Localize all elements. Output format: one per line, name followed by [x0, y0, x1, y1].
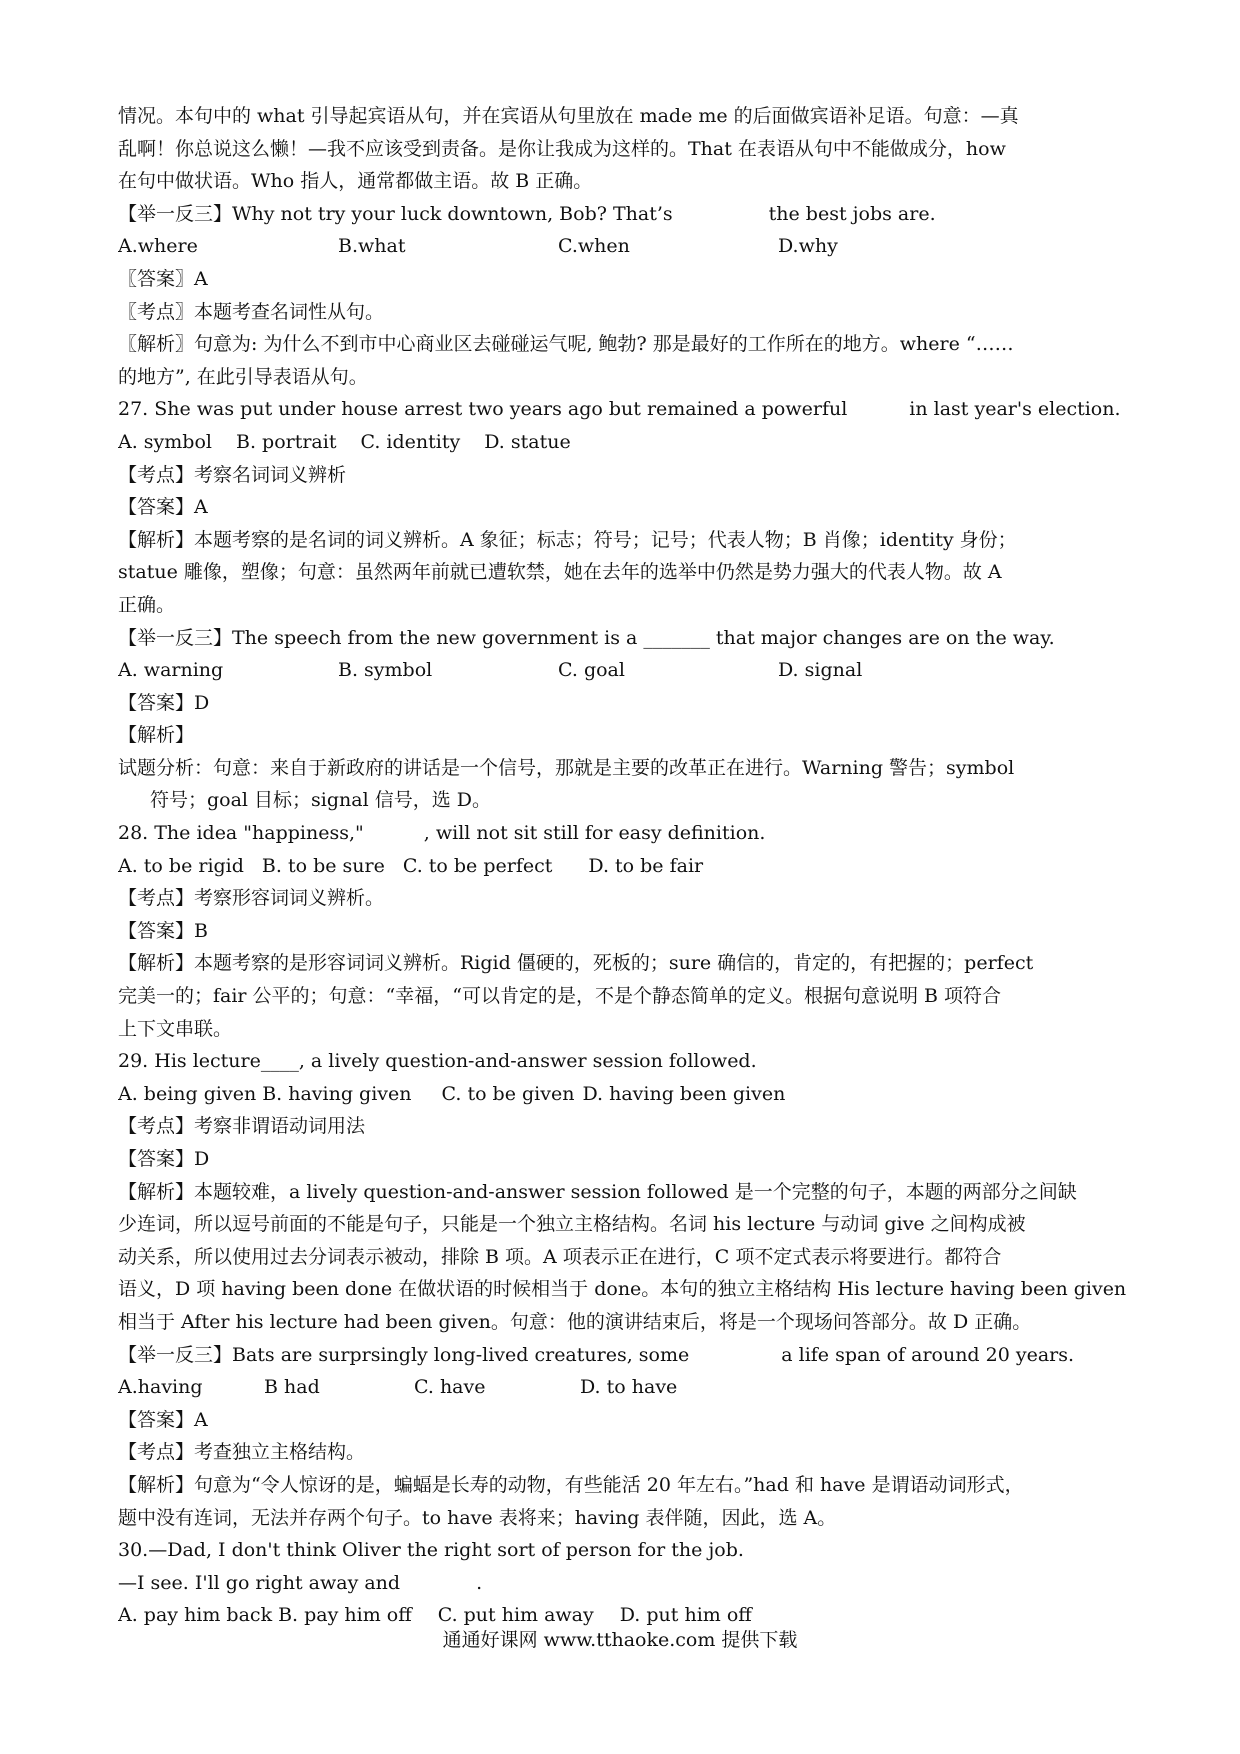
analysis-line: 完美一的；fair 公平的；句意：“幸福，“可以肯定的是，不是个静态简单的定义。根据句意说明 B 项符合: [118, 985, 1002, 1008]
text-line: 情况。本句中的 what 引导起宾语从句，并在宾语从句里放在 made me 的后面做宾语补足语。句意：—真: [118, 105, 1019, 127]
analysis-line: statue 雕像，塑像；句意：虽然两年前就已遭软禁，她在去年的选举中仍然是势力强大的代表人物。故 A: [118, 561, 1002, 584]
option-list: [118, 230, 1126, 263]
analysis-line: 正确。: [118, 593, 176, 616]
stem-part: , will not sit still for easy definition.: [423, 822, 766, 845]
analysis-line: 【解析】本题考察的是名词的词义辨析。A 象征；标志；符号；记号；代表人物；B 肖像；identity 身份；: [118, 528, 1017, 551]
option-list: [118, 426, 1126, 459]
point-line: 【考点】考查独立主格结构。: [118, 1441, 366, 1464]
stem-part: 【举一反三】Bats are surprsingly long-lived creatures, some: [118, 1343, 690, 1366]
analysis-line: 【解析】句意为“令人惊讶的是，蝙蝠是长寿的动物，有些能活 20 年左右。”had 和 have 是谓语动词形式，: [118, 1473, 1024, 1496]
point-line: 【考点】考察非谓语动词用法: [118, 1115, 366, 1138]
option-a: A.where: [118, 235, 198, 258]
question-stem: [118, 393, 1126, 426]
option-a: A. symbol: [118, 430, 212, 453]
analysis-line: 的地方”, 在此引导表语从句。: [118, 365, 368, 388]
option-list: [118, 1078, 1126, 1111]
option-a: A. pay him back: [118, 1604, 273, 1627]
option-b: B. pay him off: [278, 1604, 412, 1627]
option-d: D.why: [778, 235, 838, 258]
analysis-line: 试题分析：句意：来自于新政府的讲话是一个信号，那就是主要的改革正在进行。Warning 警告；symbol: [118, 756, 1015, 779]
option-d: D. to be fair: [588, 854, 704, 877]
answer-line: 〖答案〗A: [118, 267, 208, 290]
analysis-line: 少连词，所以逗号前面的不能是句子，只能是一个独立主格结构。名词 his lecture 与动词 give 之间构成被: [118, 1213, 1026, 1236]
option-c: C. put him away: [437, 1604, 594, 1627]
analysis-line: 上下文串联。: [118, 1017, 233, 1040]
analysis-line: 〖解析〗句意为: 为什么不到市中心商业区去碰碰运气呢, 鲍勃? 那是最好的工作所在的地方。where “……: [118, 333, 1014, 356]
option-c: C. to be given: [441, 1082, 575, 1105]
option-b: B had: [264, 1376, 320, 1399]
question-stem: [118, 817, 1126, 850]
analysis-line: 相当于 After his lecture had been given。句意：他的演讲结束后，将是一个现场问答部分。故 D 正确。: [118, 1310, 1032, 1333]
option-c: C. have: [414, 1376, 486, 1399]
question-stem: [118, 1339, 1126, 1372]
document-body: [118, 100, 1126, 1632]
option-c: C. to be perfect: [402, 854, 553, 877]
point-line: 【考点】考察形容词词义辨析。: [118, 887, 385, 910]
option-c: C.when: [558, 235, 630, 258]
stem-part: 27. She was put under house arrest two years ago but remained a powerful: [118, 398, 848, 421]
text-line: 乱啊！你总说这么懒！—我不应该受到责备。是你让我成为这样的。That 在表语从句中不能做成分，how: [118, 137, 1006, 160]
question-stem: [118, 198, 1126, 231]
analysis-line: 符号；goal 目标；signal 信号，选 D。: [150, 789, 491, 812]
option-d: D. put him off: [619, 1604, 752, 1627]
answer-line: 【答案】A: [118, 496, 208, 519]
stem-part: the best jobs are.: [768, 202, 936, 225]
stem-part: a life span of around 20 years.: [781, 1343, 1075, 1366]
answer-line: 【答案】D: [118, 1148, 210, 1170]
stem-part: .: [476, 1571, 483, 1594]
option-b: B. portrait: [235, 430, 337, 453]
option-d: D. having been given: [582, 1082, 786, 1105]
option-list: [118, 1371, 1126, 1404]
stem-part: 【举一反三】Why not try your luck downtown, Bob? That’s: [118, 202, 673, 225]
option-list: [118, 850, 1126, 883]
option-a: A. being given: [118, 1082, 257, 1105]
option-d: D. signal: [778, 659, 863, 682]
option-a: A.having: [118, 1376, 203, 1399]
analysis-label: 【解析】: [118, 724, 195, 747]
stem-part: in last year's election.: [909, 398, 1121, 421]
option-b: B. symbol: [338, 659, 433, 682]
option-list: [118, 654, 1126, 687]
answer-line: 【答案】D: [118, 691, 210, 714]
question-stem: 30.—Dad, I don't think Oliver the right sort of person for the job.: [118, 1539, 744, 1562]
option-a: A. to be rigid: [118, 854, 244, 877]
analysis-line: 【解析】本题较难，a lively question-and-answer session followed 是一个完整的句子，本题的两部分之间缺: [118, 1180, 1077, 1203]
stem-part: 28. The idea "happiness,": [118, 822, 364, 845]
option-d: D. to have: [580, 1376, 678, 1399]
option-b: B. having given: [262, 1082, 412, 1105]
point-line: 【考点】考察名词词义辨析: [118, 463, 347, 486]
answer-line: 【答案】A: [118, 1408, 208, 1431]
analysis-line: 【解析】本题考察的是形容词词义辨析。Rigid 僵硬的，死板的；sure 确信的，肯定的，有把握的；perfect: [118, 952, 1034, 975]
question-stem: [118, 1567, 1126, 1600]
question-stem: 【举一反三】The speech from the new government is a _______ that major changes are on the way.: [118, 626, 1055, 649]
option-a: A. warning: [118, 659, 224, 682]
answer-line: 【答案】B: [118, 919, 208, 942]
option-c: C. goal: [558, 659, 625, 682]
analysis-line: 动关系，所以使用过去分词表示被动，排除 B 项。A 项表示正在进行，C 项不定式表示将要进行。都符合: [118, 1245, 1002, 1268]
stem-part: —I see. I'll go right away and: [118, 1571, 401, 1594]
option-d: D. statue: [484, 430, 571, 453]
analysis-line: 题中没有连词，无法并存两个句子。to have 表将来；having 表伴随，因此，选 A。: [118, 1506, 837, 1529]
option-b: B.what: [338, 235, 406, 258]
point-line: 〖考点〗本题考查名词性从句。: [118, 300, 385, 323]
text-line: 在句中做状语。Who 指人，通常都做主语。故 B 正确。: [118, 170, 593, 193]
option-b: B. to be sure: [261, 854, 385, 877]
question-stem: 29. His lecture____, a lively question-and-answer session followed.: [118, 1050, 757, 1073]
analysis-line: 语义，D 项 having been done 在做状语的时候相当于 done。本句的独立主格结构 His lecture having been given: [118, 1278, 1126, 1301]
option-c: C. identity: [360, 430, 461, 453]
page-footer: 通通好课网 www.tthaoke.com 提供下载: [442, 1629, 798, 1651]
